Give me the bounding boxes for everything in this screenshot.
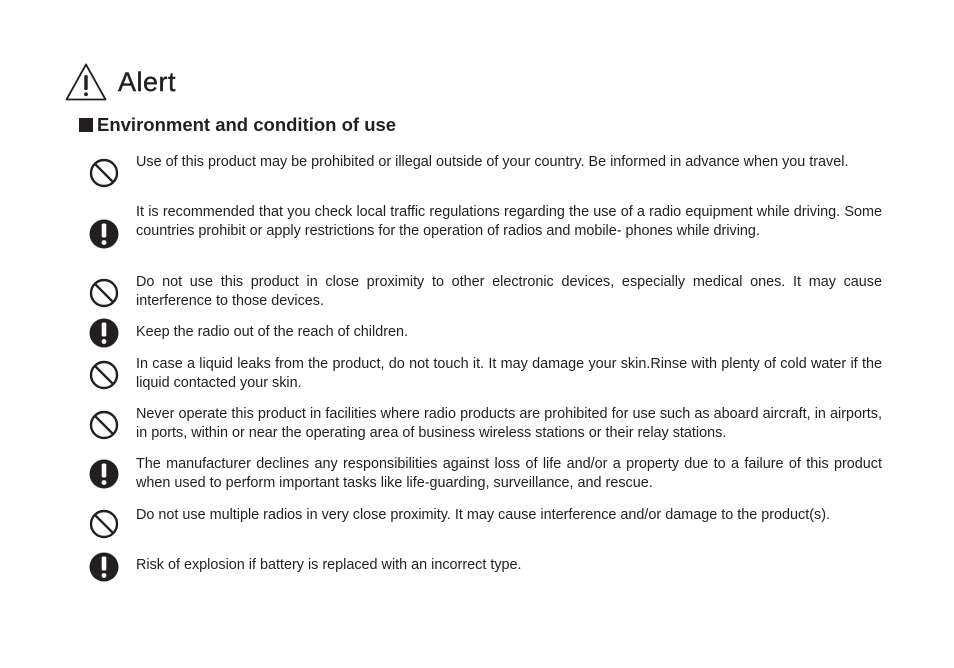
mandatory-icon: [86, 549, 122, 585]
alert-item-text: Never operate this product in facilities where radio products are prohibited for use such as aboard aircraft, in airports, in ports, within or near the operating area of business wireless stations or their relay stations.: [136, 406, 882, 441]
prohibited-icon: [86, 357, 122, 393]
mandatory-icon: [86, 456, 122, 492]
mandatory-icon: [86, 216, 122, 252]
alert-item-text: Do not use multiple radios in very close proximity. It may cause interference and/or damage to the product(s).: [136, 507, 831, 523]
prohibited-icon: [86, 275, 122, 311]
page-header: [64, 62, 176, 102]
mandatory-icon: [86, 315, 122, 351]
section-heading: [79, 114, 396, 136]
prohibited-icon: [86, 155, 122, 191]
alert-item-text: In case a liquid leaks from the product, do not touch it. It may damage your skin.Rinse with plenty of cold water if the liquid contacted your skin.: [136, 356, 882, 391]
section-title: Environment and condition of use: [97, 114, 397, 135]
alert-item-text: The manufacturer declines any responsibilities against loss of life and/or a property due to a failure of this product when used to perform important tasks like life-guarding, surveillance, and rescue.: [136, 456, 882, 491]
page-title: Alert: [118, 66, 177, 97]
alert-item-text: It is recommended that you check local traffic regulations regarding the use of a radio equipment while driving. Some countries prohibit or apply restrictions for the operation of radios and mobile- phones while driving.: [136, 204, 882, 239]
alert-item-text: Risk of explosion if battery is replaced with an incorrect type.: [136, 557, 522, 573]
alert-item-text: Use of this product may be prohibited or illegal outside of your country. Be informed in advance when you travel.: [136, 154, 849, 170]
warning-triangle-icon: [64, 62, 108, 102]
square-bullet-icon: [79, 118, 93, 132]
alert-item-text: Keep the radio out of the reach of children.: [136, 324, 409, 340]
prohibited-icon: [86, 407, 122, 443]
prohibited-icon: [86, 506, 122, 542]
alert-item-text: Do not use this product in close proximity to other electronic devices, especially medical ones. It may cause interference to those devices.: [136, 274, 882, 309]
